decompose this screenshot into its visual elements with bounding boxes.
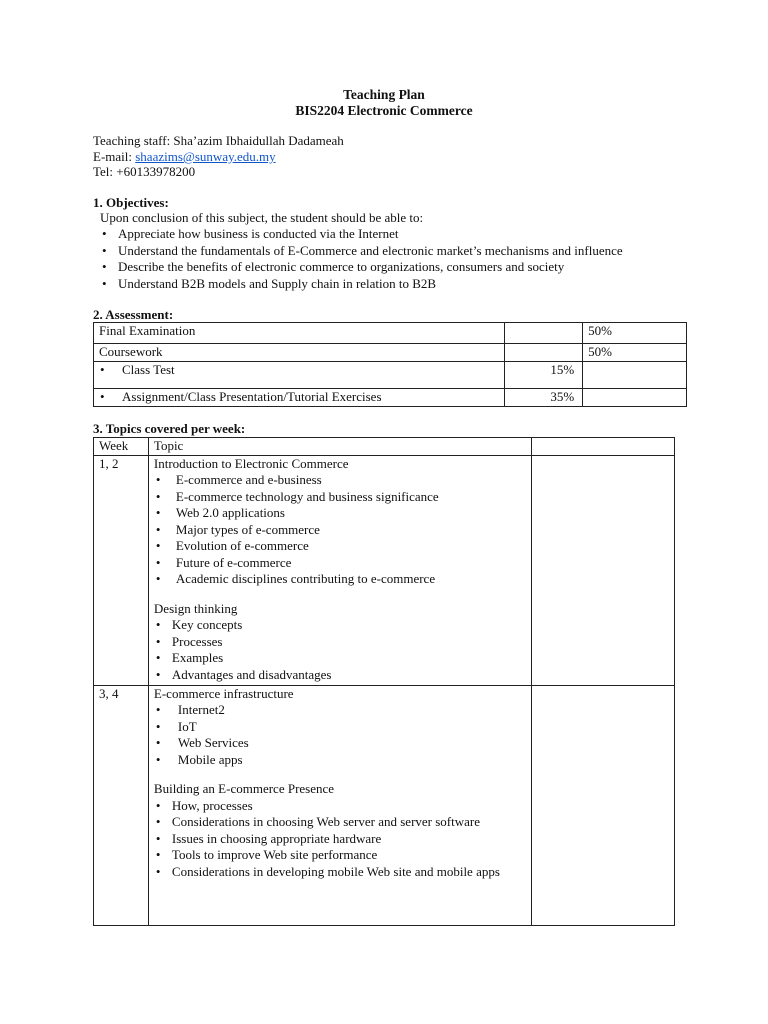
list-item: • Advantages and disadvantages xyxy=(154,667,526,684)
final-exam-pct: 50% xyxy=(583,323,687,344)
list-item: • Tools to improve Web site performance xyxy=(154,847,526,864)
section-title: E-commerce infrastructure xyxy=(153,685,294,701)
topic-list xyxy=(154,798,526,881)
topic-cell xyxy=(148,455,531,685)
email-link[interactable]: shaazims@sunway.edu.my xyxy=(135,149,276,164)
list-item: • Processes xyxy=(154,634,526,651)
assessment-heading: 2. Assessment: xyxy=(93,307,174,322)
list-item: • How, processes xyxy=(154,798,526,815)
list-item: • Web Services xyxy=(154,735,526,752)
objectives-list xyxy=(100,226,623,292)
list-item: • Issues in choosing appropriate hardware xyxy=(154,831,526,848)
list-item: • Mobile apps xyxy=(154,752,526,769)
assignment-label: • Assignment/Class Presentation/Tutorial Exercises xyxy=(94,388,505,406)
list-item: • Understand B2B models and Supply chain in relation to B2B xyxy=(100,276,623,293)
class-test-label: • Class Test xyxy=(94,361,505,388)
topic-list xyxy=(154,702,526,768)
topics-heading: 3. Topics covered per week: xyxy=(93,421,246,436)
list-item: • Internet2 xyxy=(154,702,526,719)
column-header-topic: Topic xyxy=(148,438,531,456)
section-title: Introduction to Electronic Commerce xyxy=(153,455,349,471)
list-item: • Understand the fundamentals of E-Commerce and electronic market’s mechanisms and influence xyxy=(100,243,623,260)
topics-table xyxy=(93,437,675,926)
list-item: • Future of e-commerce xyxy=(154,555,526,572)
list-item: • Major types of e-commerce xyxy=(154,522,526,539)
table-row xyxy=(94,344,687,362)
table-row xyxy=(94,388,687,406)
teaching-staff: Teaching staff: Sha’azim Ibhaidullah Dadameah xyxy=(93,133,344,148)
objectives-heading: 1. Objectives: xyxy=(93,195,169,210)
section-title: Design thinking xyxy=(153,600,238,616)
week-cell: 1, 2 xyxy=(94,455,149,685)
week-cell: 3, 4 xyxy=(94,685,149,925)
list-item: • E-commerce technology and business significance xyxy=(154,489,526,506)
table-row xyxy=(94,323,687,344)
objectives-intro: Upon conclusion of this subject, the student should be able to: xyxy=(100,210,424,225)
email-label: E-mail: xyxy=(93,149,136,164)
list-item: • Appreciate how business is conducted via the Internet xyxy=(100,226,623,243)
class-test-pct: 15% xyxy=(505,361,583,388)
table-header-row xyxy=(94,438,675,456)
coursework-label: Coursework xyxy=(94,344,505,362)
final-exam-label: Final Examination xyxy=(94,323,505,344)
section-title: Building an E-commerce Presence xyxy=(153,781,335,796)
column-header-week: Week xyxy=(94,438,149,456)
list-item: • E-commerce and e-business xyxy=(154,472,526,489)
list-item: • Academic disciplines contributing to e-commerce xyxy=(154,571,526,588)
tel-line: Tel: +60133978200 xyxy=(93,164,196,179)
list-item: • Considerations in choosing Web server and server software xyxy=(154,814,526,831)
topic-list xyxy=(154,617,526,683)
table-row xyxy=(94,455,675,685)
assignment-pct: 35% xyxy=(505,388,583,406)
topic-list xyxy=(154,472,526,588)
coursework-pct: 50% xyxy=(583,344,687,362)
course-title: BIS2204 Electronic Commerce xyxy=(295,103,473,118)
list-item: • Examples xyxy=(154,650,526,667)
list-item: • Considerations in developing mobile Web site and mobile apps xyxy=(154,864,504,881)
table-row xyxy=(94,361,687,388)
list-item: • IoT xyxy=(154,719,526,736)
list-item: • Web 2.0 applications xyxy=(154,505,526,522)
assessment-table xyxy=(93,322,687,407)
topic-cell xyxy=(148,685,531,925)
list-item: • Key concepts xyxy=(154,617,526,634)
list-item: • Evolution of e-commerce xyxy=(154,538,526,555)
table-row xyxy=(94,685,675,925)
document-title: Teaching Plan xyxy=(343,87,425,102)
list-item: • Describe the benefits of electronic commerce to organizations, consumers and society xyxy=(100,259,623,276)
